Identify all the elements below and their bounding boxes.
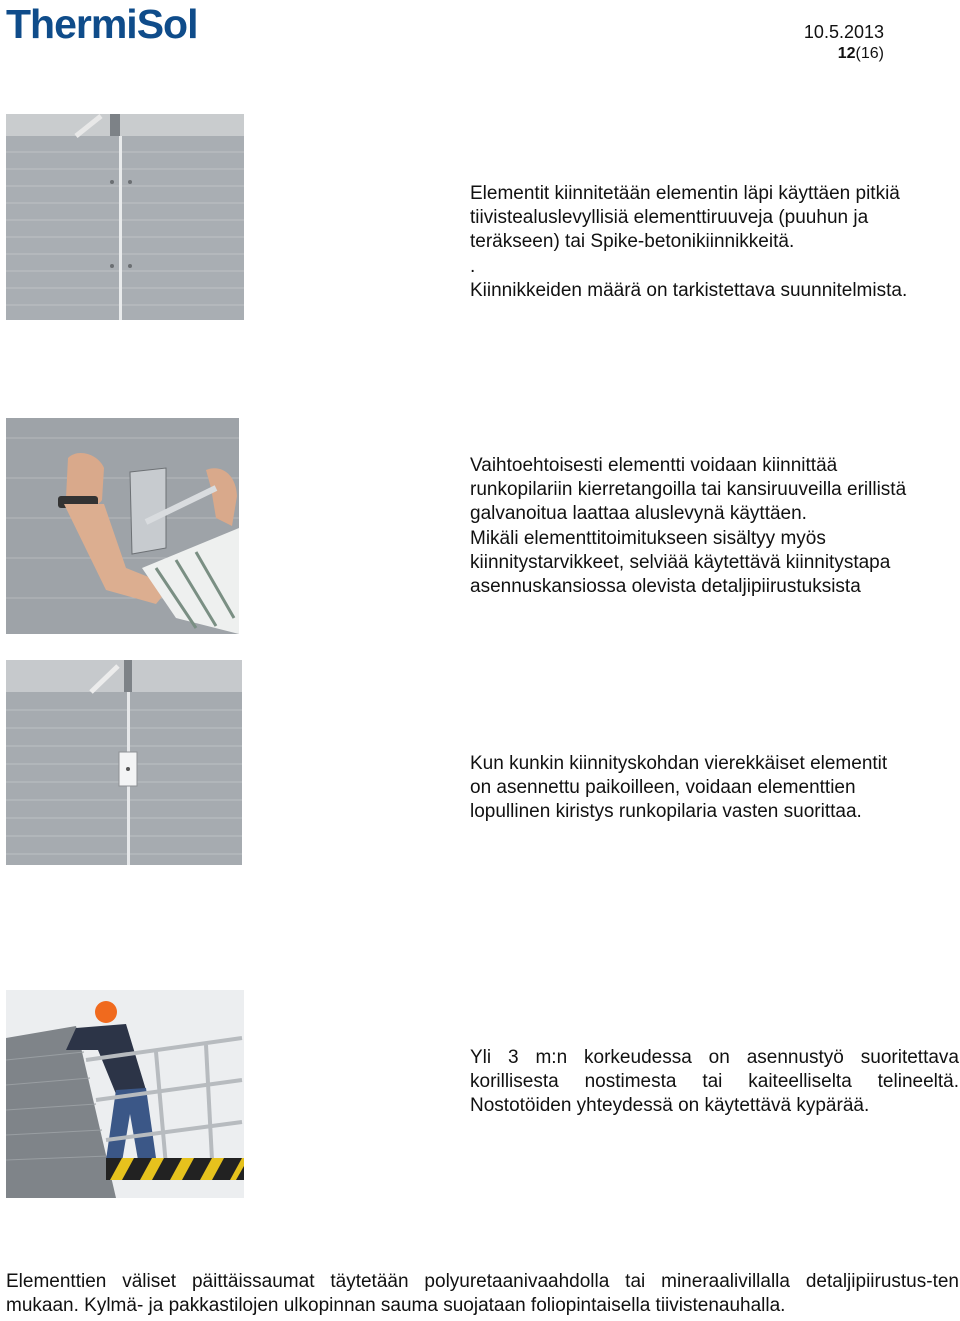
text-line: on asennettu paikoilleen, voidaan elementtien [470, 777, 856, 799]
footer-paragraph: Elementtien väliset päittäissaumat täytetään polyuretaanivaahdolla tai mineraalivillalla detaljipiirustus-ten mukaan. Kylmä- ja pakkastilojen ulkopinnan sauma suojataan foliopintaisella tiivistenauhalla. [6, 1271, 959, 1317]
text-line: Elementit kiinnitetään elementin läpi käyttäen pitkiä [470, 183, 900, 204]
page-number [838, 44, 884, 64]
text-line: kiinnitystarvikkeet, selviää käytettävä kiinnitystapa [470, 551, 891, 573]
section-4-text: Yli 3 m:n korkeudessa on asennustyö suoritettava korillisesta nostimesta tai kaiteelliselta telineeltä. Nostotöiden yhteydessä on käytettävä kypärää. [470, 1047, 959, 1117]
text-line: Kun kunkin kiinnityskohdan vierekkäiset elementit [470, 753, 888, 774]
text-line: . [470, 255, 476, 277]
text-line: galvanoitua laattaa aluslevynä käyttäen. [470, 503, 807, 525]
hands-fastening-plate-photo [6, 418, 239, 634]
wall-panels-plate-photo [6, 660, 242, 865]
section-1-text [470, 182, 955, 303]
text-line: tiivistealuslevyllisiä elementtiruuveja (puuhun ja [470, 207, 869, 229]
section-2-text [470, 454, 955, 599]
text-line: Kiinnikkeiden määrä on tarkistettava suunnitelmista. [470, 279, 908, 301]
worker-on-lift-photo [6, 990, 244, 1198]
company-logo: ThermiSol [6, 1, 198, 47]
text-line: runkopilariin kierretangoilla tai kansiruuveilla erillistä [470, 479, 907, 501]
text-line: Vaihtoehtoisesti elementti voidaan kiinnittää [470, 455, 838, 476]
page-total: (16) [855, 45, 884, 62]
document-date: 10.5.2013 [803, 22, 884, 42]
section-3-text [470, 752, 955, 825]
page-current: 12 [837, 45, 856, 62]
text-line: teräkseen) tai Spike-betonikiinnikkeitä. [470, 231, 795, 253]
text-line: Mikäli elementtitoimitukseen sisältyy myös [470, 527, 826, 549]
wall-panels-screws-photo [6, 114, 244, 320]
text-line: asennuskansiossa olevista detaljipiirustuksista [470, 576, 861, 598]
text-line: lopullinen kiristys runkopilaria vasten suorittaa. [470, 801, 862, 823]
